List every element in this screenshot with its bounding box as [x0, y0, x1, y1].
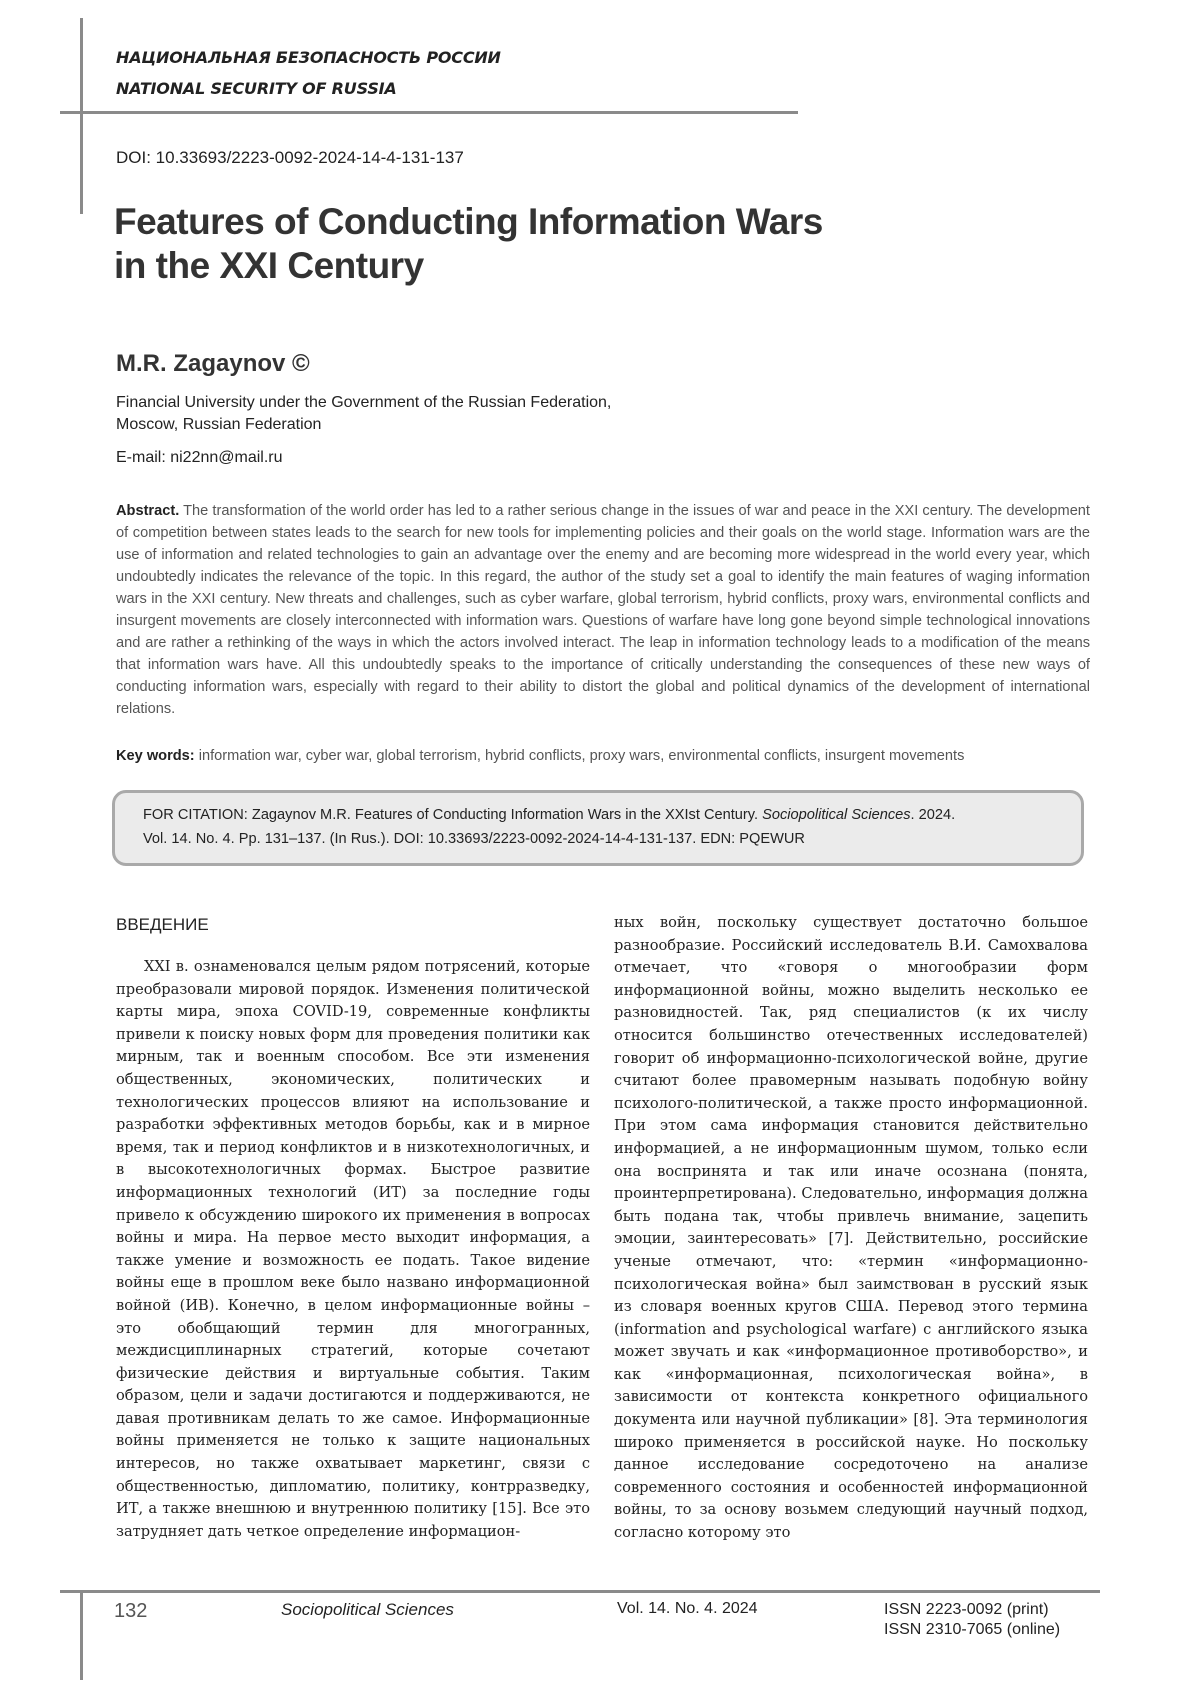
title-line-1: Features of Conducting Information Wars: [114, 201, 823, 242]
body-left-column: XXI в. ознаменовался целым рядом потрясений, которые преобразовали мировой порядок. Изменения политической карты мира, эпоха COVID-19, современные конфликты привели к поиску новых форм для проведения политики как мирным, так и военным способом. Все эти изменения общественных, экономических, политических и технологических процессов влияют на использование и разработки эффективных методов борьбы, как и в мирное время, так и период конфликтов и в низкотехнологичных, и в высокотехнологичных формах. Быстрое развитие информационных технологий (ИТ) за последние годы привело к обсуждению широкого их применения в вопросах войны и мира. На первое место выходит информация, а также умение и возможность ее подать. Такое видение войны еще в прошлом веке было названо информационной войной (ИВ). Конечно, в целом информационные войны – это обобщающий термин для многогранных, междисциплинарных стратегий, которые сочетают физические действия и виртуальные события. Таким образом, цели и задачи достигаются и поддерживаются, не давая противникам делать то же самое. Информационные войны применяется не только к защите национальных интересов, но также охватывает маркетинг, связи с общественностью, дипломатию, политику, контрразведку, ИТ, а также внешнюю и внутреннюю политику [15]. Все это затрудняет дать четкое определение информацион-: [116, 958, 590, 1540]
footer-issn: [884, 1600, 1060, 1640]
abstract-text: The transformation of the world order has led to a rather serious change in the issues of war and peace in the XXI century. The development of competition between states leads to the search for new tools for implementing policies and their goals on the world stage. Information wars are the use of information and related technologies to gain an advantage over the enemy and are becoming more widespread in the world every year, which undoubtedly indicates the relevance of the topic. In this regard, the author of the study set a goal to identify the main features of waging information wars in the XXI century. New threats and challenges, such as cyber warfare, global terrorism, hybrid conflicts, proxy wars, environmental conflicts and insurgent movements are closely interconnected with information wars. Questions of warfare have long gone beyond simple technological innovations and are rather a rethinking of the ways in which the actors involved interact. The leap in information technology leads to a modification of the means that information wars have. All this undoubtedly speaks to the importance of critically understanding the consequences of these new ways of conducting information wars, especially with regard to their ability to distort the global and political dynamics of the development of international relations.: [116, 503, 1090, 717]
citation-suffix: . 2024.: [910, 807, 956, 823]
page-number: 132: [114, 1600, 148, 1622]
citation-prefix: FOR CITATION: Zagaynov M.R. Features of Conducting Information Wars in the XXIst Century.: [143, 807, 763, 823]
journal-section-en: NATIONAL SECURITY OF RUSSIA: [116, 79, 397, 98]
footer-vertical-rule: [80, 1590, 83, 1680]
citation-line-2: Vol. 14. No. 4. Pp. 131–137. (In Rus.). DOI: 10.33693/2223-0092-2024-14-4-131-137. EDN: PQEWUR: [143, 831, 805, 847]
footer-journal-name: Sociopolitical Sciences: [281, 1600, 454, 1619]
footer-volume: Vol. 14. No. 4. 2024: [617, 1600, 758, 1617]
email: E-mail: ni22nn@mail.ru: [116, 449, 283, 466]
issn-print: ISSN 2223-0092 (print): [884, 1601, 1049, 1618]
issn-online: ISSN 2310-7065 (online): [884, 1621, 1061, 1638]
affiliation-line-1: Financial University under the Government of the Russian Federation,: [116, 394, 612, 411]
header-vertical-rule: [80, 18, 83, 214]
article-title: [114, 200, 1014, 288]
section-heading: ВВЕДЕНИЕ: [116, 915, 209, 934]
title-line-2: in the XXI Century: [114, 245, 424, 286]
footer-horizontal-rule: [60, 1590, 1100, 1593]
author: M.R. Zagaynov ©: [116, 350, 310, 377]
journal-section-ru: НАЦИОНАЛЬНАЯ БЕЗОПАСНОСТЬ РОССИИ: [116, 48, 501, 67]
citation-line-1: [143, 803, 1053, 827]
abstract-label: Abstract.: [116, 503, 180, 519]
affiliation-line-2: Moscow, Russian Federation: [116, 416, 322, 433]
keywords-label: Key words:: [116, 748, 195, 764]
keywords: [116, 748, 1106, 764]
body-right-column: ных войн, поскольку существует достаточно большое разнообразие. Российский исследователь В.И. Самохвалова отмечает, что «говоря о многообразии форм информационной войны, можно выделить несколько ее разновидностей. Так, ряд специалистов (к их числу относится большинство отечественных исследователей) говорит об информационно-психологической войне, другие считают более правомерным называть подобную войну психолого-политической, а также просто информационной. При этом сама информация становится действительно информацией, а не информационным шумом, только если она воспринята и так или иначе осознана (понята, проинтерпретирована). Следовательно, информация должна быть подана так, чтобы привлечь внимание, зацепить эмоции, заинтересовать» [7]. Действительно, российские ученые отмечают, что: «термин «информационно-психологическая война» был заимствован в русский язык из словаря военных кругов США. Перевод этого термина (information and psychological warfare) с английского языка может звучать и как «информационное противоборство», и как «информационная, психологическая война», в зависимости от контекста конкретного официального документа или научной публикации» [8]. Эта терминология широко применяется в российской науке. Но поскольку данное исследование сосредоточено на анализе современного состояния и особенностей информационной войны, то за основу возьмем следующий научный подход, согласно которому это: [614, 914, 1088, 1542]
affiliation: [116, 392, 611, 436]
citation-journal: Sociopolitical Sciences: [762, 807, 911, 823]
abstract: [116, 500, 1090, 720]
keywords-text: information war, cyber war, global terrorism, hybrid conflicts, proxy wars, environmental conflicts, insurgent movements: [198, 748, 965, 764]
header-horizontal-rule: [60, 111, 798, 114]
doi: DOI: 10.33693/2223-0092-2024-14-4-131-137: [116, 148, 464, 167]
citation-box: [112, 790, 1084, 866]
